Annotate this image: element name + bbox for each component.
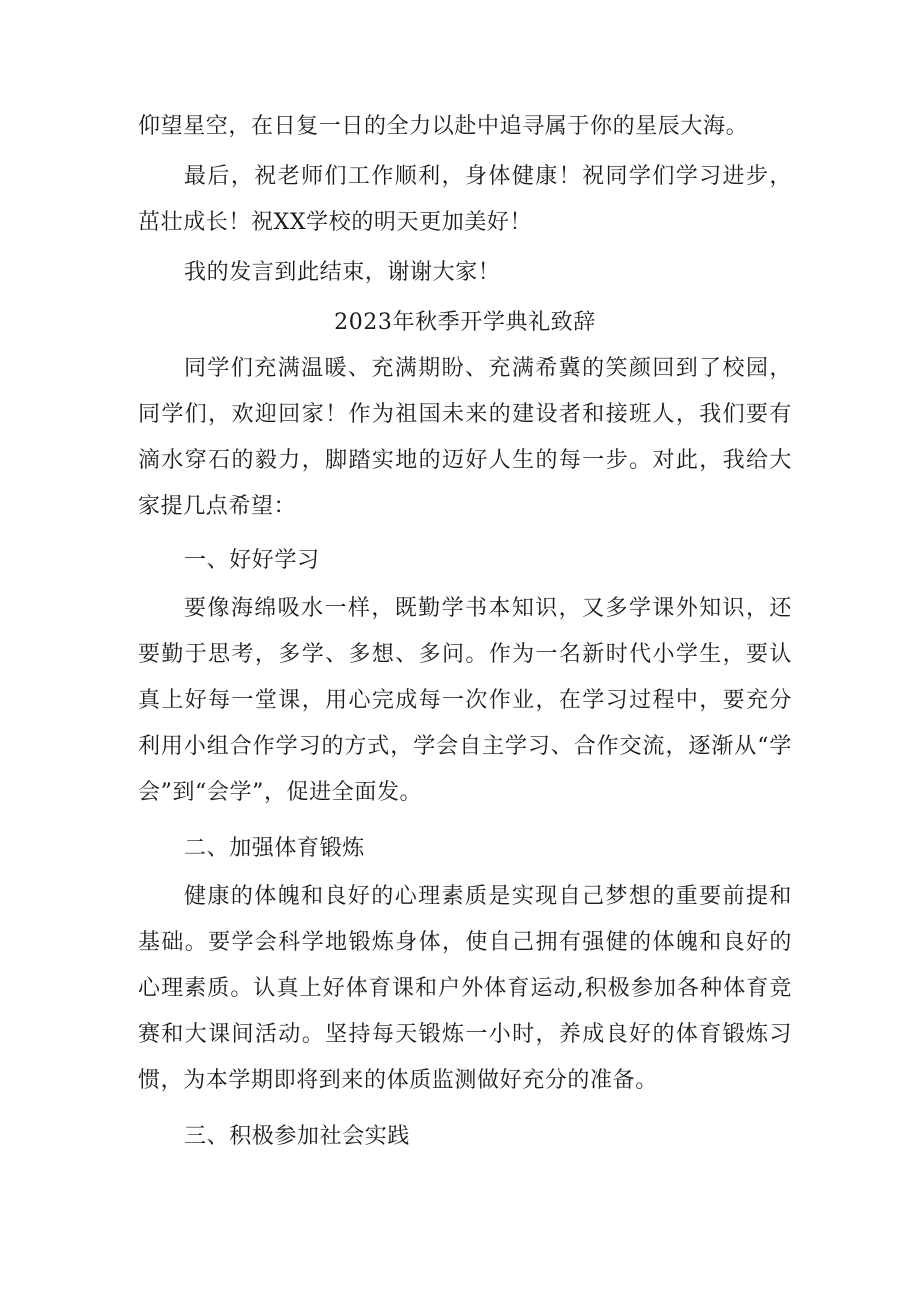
heading-study: 一、好好学习 xyxy=(184,548,320,573)
heading-social-practice: 三、积极参加社会实践 xyxy=(184,1124,411,1149)
paragraph-exercise: 健康的体魄和良好的心理素质是实现自己梦想的重要前提和基础。要学会科学地锻炼身体，使自己拥有强健的体魄和良好的心理素质。认真上好体育课和户外体育运动,积极参加各种体育竞赛和大课间活动。坚持每天锻炼一小时，养成良好的体育锻炼习惯，为本学期即将到来的体质监测做好充分的准备。 xyxy=(138,884,792,1093)
paragraph-closing-line: 仰望星空，在日复一日的全力以赴中追寻属于你的星辰大海。 xyxy=(138,114,749,139)
paragraph-ending: 我的发言到此结束，谢谢大家！ xyxy=(184,260,501,285)
heading-exercise: 二、加强体育锻炼 xyxy=(184,836,365,861)
paragraph-wishes: 最后，祝老师们工作顺利，身体健康！祝同学们学习进步，茁壮成长！祝XX学校的明天更加美好！ xyxy=(138,164,792,235)
speech-title: 2023年秋季开学典礼致辞 xyxy=(334,310,596,335)
paragraph-intro: 同学们充满温暖、充满期盼、充满希冀的笑颜回到了校园，同学们，欢迎回家！作为祖国未来的建设者和接班人，我们要有滴水穿石的毅力，脚踏实地的迈好人生的每一步。对此，我给大家提几点希望： xyxy=(138,356,792,519)
paragraph-study: 要像海绵吸水一样，既勤学书本知识，又多学课外知识，还要勤于思考，多学、多想、多问。作为一名新时代小学生，要认真上好每一堂课，用心完成每一次作业，在学习过程中，要充分利用小组合作学习的方式，学会自主学习、合作交流，逐渐从“学会”到“会学”，促进全面发。 xyxy=(138,596,792,805)
